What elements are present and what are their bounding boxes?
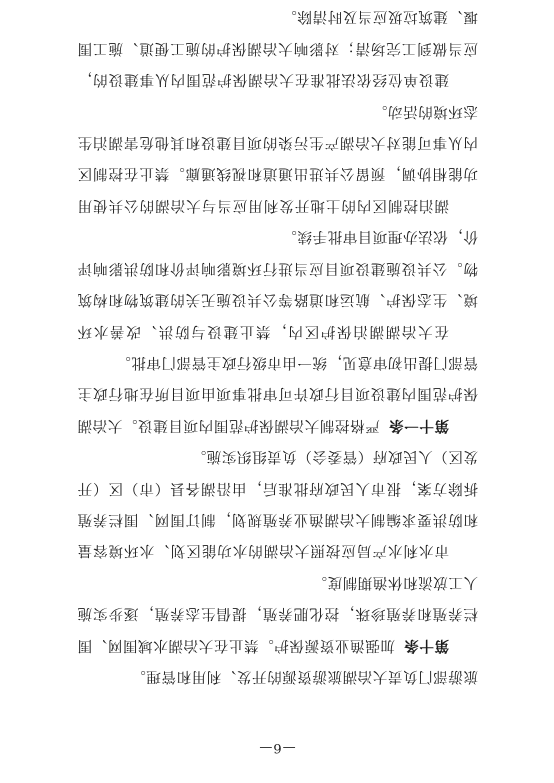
document-body (77, 0, 478, 691)
paragraph-body (77, 220, 478, 346)
article-number: 第十条 (403, 636, 449, 653)
paragraph-text: 市水利水产局应按照大冶湖的水功能区划、水环境容量和防洪要求编制大冶湖渔业养殖规划，制订围网、围栏养殖拆除方案，报市人民政府批准后，由沿湖各县（市）区（开发区）人民政府（管委会）负责组织实施。 (77, 448, 478, 559)
paragraph-text: 湖泊控制区内的土地开发利用应当与大冶湖的公共使用功能相协调，预留公共进出通道和视线通廊。禁止在控制区内从事可能对大冶湖产生污染的项目建设和其他危害湖泊生态环境的活动。 (77, 102, 478, 213)
article-number: 第十一条 (388, 416, 449, 433)
article-10 (77, 565, 478, 659)
paragraph-text: 在大冶湖湖泊保护区内，禁止建设与防洪、改善水环境、生态保护、航运和道路等公共设施无关的建筑物和构筑物。公共设施建设项目应当进行环境影响评价和防洪影响评价，依法办理项目审批手续。 (77, 228, 478, 339)
paragraph-text: 建设单位经依法批准在大冶湖保护范围内从事建设的，应当做到工完场清；对影响大冶湖保护的施工便道、施工围堰、建筑垃圾应当及时清除。 (77, 8, 478, 88)
paragraph-body (77, 440, 478, 566)
paragraph-text: 旅游部门负责大冶湖旅游资源的开发、利用和管理。 (130, 668, 478, 684)
paragraph-continuation (77, 660, 478, 691)
paragraph-body (77, 0, 478, 94)
paragraph-body (77, 94, 478, 220)
article-11 (77, 346, 478, 440)
article-text: 加强渔业资源保护。禁止在大冶湖水域围网、围栏养殖和养殖珍珠，控化肥养殖，提倡生态养殖，逐步实施人工放流和休渔期制度。 (77, 573, 478, 653)
page-number: —6— (258, 740, 296, 755)
article-text: 严格控制大冶湖保护范围内项目建设。大冶湖保护范围内建设项目行政许可审批事项由项目所在地行政主管部门提出初审意见，统一由市级行政主管部门审批。 (77, 353, 478, 433)
